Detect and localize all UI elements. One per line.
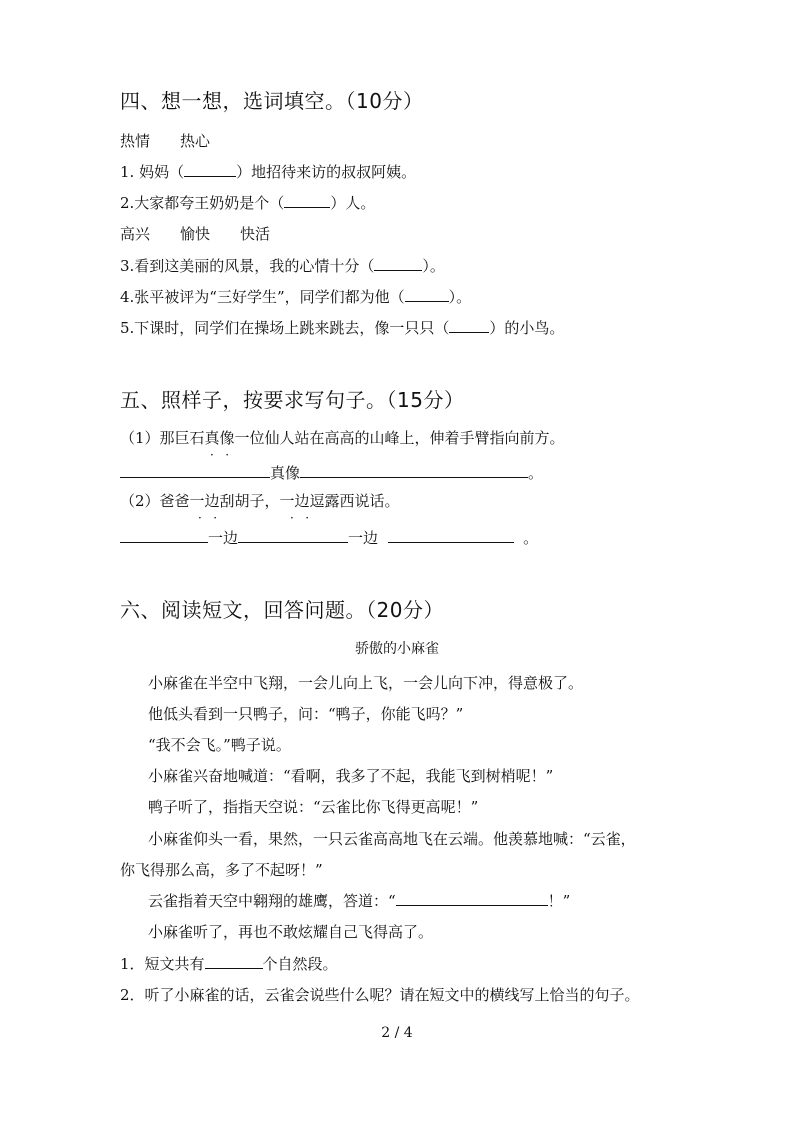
answer-word: 一边	[348, 529, 379, 547]
section-5-heading: 五、照样子，按要求写句子。（15分）	[120, 388, 465, 412]
answer-blank[interactable]	[238, 528, 348, 543]
q-text: 5.下课时，同学们在操场上跳来跳去，像一只只（	[120, 319, 450, 337]
story-text: 云雀指着天空中翱翔的雄鹰，答道：“	[148, 892, 396, 910]
answer-blank[interactable]	[284, 193, 330, 208]
q-text: 2.大家都夸王奶奶是个（	[120, 194, 285, 212]
q-text: ）。	[422, 257, 445, 275]
section-6-heading: 六、阅读短文，回答问题。（20分）	[120, 598, 444, 622]
answer-blank[interactable]	[374, 256, 422, 271]
answer-word: 一边	[208, 529, 239, 547]
q-text: 个自然段。	[262, 955, 338, 973]
emphasis-dots-2: · ·	[198, 511, 218, 525]
question-4-3	[120, 256, 445, 276]
story-paragraph-5: 鸭子听了，指指天空说：“云雀比你飞得更高呢！”	[148, 798, 479, 816]
story-paragraph-2: 他低头看到一只鸭子，问：“鸭子，你能飞吗？”	[148, 705, 464, 723]
answer-end: 。	[528, 464, 544, 482]
answer-line-2	[120, 528, 538, 548]
q-text: 4.张平被评为“三好学生”，同学们都为他（	[120, 288, 405, 306]
story-paragraph-8: 小麻雀听了，再也不敢炫耀自己飞得高了。	[148, 923, 434, 941]
q-text: ）。	[448, 288, 472, 306]
question-6-2: 2．听了小麻雀的话，云雀会说些什么呢？请在短文中的横线写上恰当的句子。	[120, 986, 640, 1004]
story-paragraph-3: “我不会飞。”鸭子说。	[148, 736, 291, 754]
q-text: 3.看到这美丽的风景，我的心情十分（	[120, 257, 375, 275]
answer-line-1	[120, 463, 543, 483]
story-paragraph-6a: 小麻雀仰头一看，果然，一只云雀高高地飞在云端。他羡慕地喊：“云雀，	[148, 830, 636, 848]
question-4-5	[120, 318, 564, 338]
answer-blank[interactable]	[300, 463, 528, 478]
answer-blank[interactable]	[184, 162, 236, 177]
example-sentence-1: （1）那巨石真像一位仙人站在高高的山峰上，伸着手臂指向前方。	[120, 429, 565, 447]
answer-word: 真像	[270, 464, 301, 482]
answer-blank[interactable]	[396, 891, 548, 906]
example-sentence-2: （2）爸爸一边刮胡子，一边逗露西说话。	[120, 492, 400, 510]
section-4-heading: 四、想一想，选词填空。（10分）	[120, 89, 424, 113]
answer-end: 。	[523, 529, 539, 547]
answer-blank[interactable]	[120, 528, 208, 543]
q-text: 1. 妈妈（	[120, 163, 185, 181]
q-text: 1．短文共有	[120, 955, 205, 973]
answer-blank[interactable]	[405, 287, 449, 302]
question-4-1	[120, 162, 416, 182]
question-4-2	[120, 193, 375, 213]
q-text: ）地招待来访的叔叔阿姨。	[236, 163, 417, 181]
story-paragraph-1: 小麻雀在半空中飞翔，一会儿向上飞，一会儿向下冲，得意极了。	[148, 674, 584, 692]
story-paragraph-6b: 你飞得那么高，多了不起呀！”	[120, 861, 323, 879]
question-6-1	[120, 954, 338, 974]
answer-blank[interactable]	[388, 528, 514, 543]
page-number: 2 / 4	[381, 1025, 413, 1041]
story-title: 骄傲的小麻雀	[355, 641, 439, 657]
q-text: ）的小鸟。	[489, 319, 565, 337]
story-paragraph-4: 小麻雀兴奋地喊道：“看啊，我多了不起，我能飞到树梢呢！”	[148, 767, 554, 785]
q-text: ）人。	[330, 194, 376, 212]
emphasis-dots-3: · ·	[290, 511, 310, 525]
answer-blank[interactable]	[205, 954, 263, 969]
answer-blank[interactable]	[120, 463, 270, 478]
word-choices-2: 高兴 愉快 快活	[120, 225, 271, 243]
story-paragraph-7	[148, 891, 570, 911]
answer-blank[interactable]	[449, 318, 489, 333]
question-4-4	[120, 287, 471, 307]
story-text: ！”	[547, 892, 571, 910]
emphasis-dots-1: · ·	[210, 448, 230, 462]
word-choices-1: 热情 热心	[120, 132, 211, 150]
